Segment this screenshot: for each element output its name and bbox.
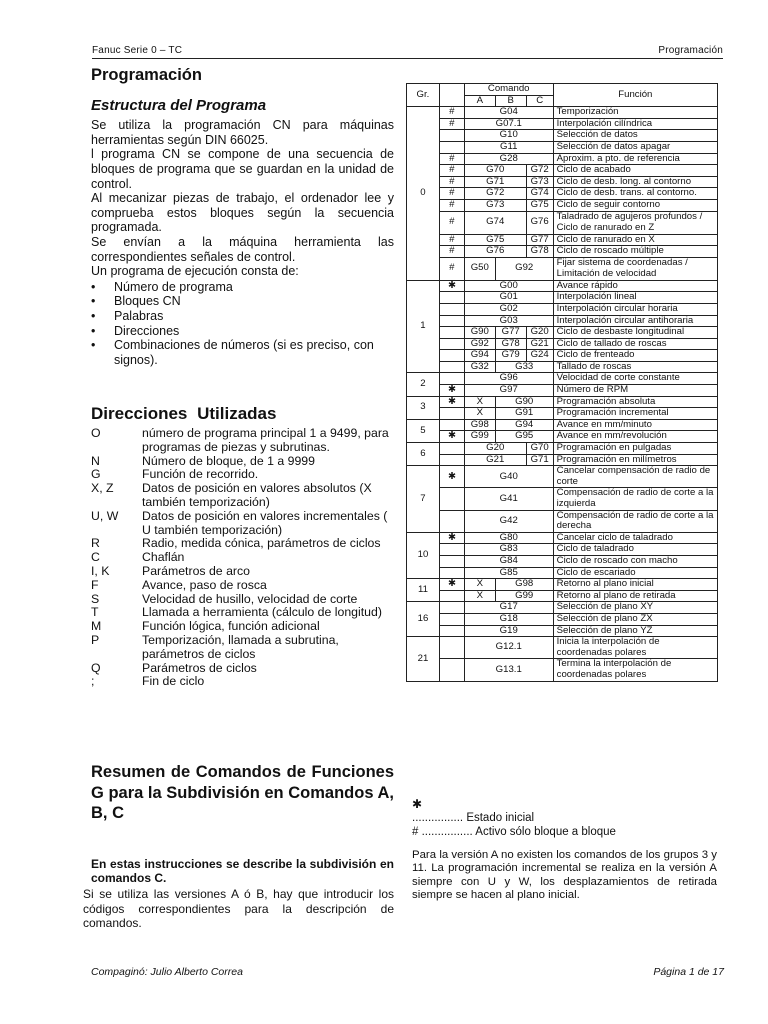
- function-description: Cancelar ciclo de taladrado: [553, 532, 717, 544]
- address-code: T: [91, 605, 99, 620]
- intro-text: [91, 118, 394, 279]
- command-code-c: G75: [526, 199, 553, 211]
- command-code-a: G94: [464, 350, 495, 362]
- command-code-c: G78: [526, 246, 553, 258]
- table-row: [407, 567, 718, 579]
- row-mark: [439, 327, 464, 339]
- command-header: Comando: [464, 84, 553, 96]
- group-number: 5: [407, 419, 440, 442]
- table-row: [407, 327, 718, 339]
- list-item: • Direcciones: [91, 324, 394, 339]
- function-description: Ciclo de desbaste longitudinal: [553, 327, 717, 339]
- table-row: [407, 454, 718, 466]
- table-row: [407, 107, 718, 119]
- command-code: G99: [495, 590, 553, 602]
- command-code: G19: [464, 625, 553, 637]
- command-code: G11: [464, 141, 553, 153]
- row-mark: [439, 555, 464, 567]
- table-row: [407, 188, 718, 200]
- command-code-a: X: [464, 408, 495, 420]
- page-title: Programación: [91, 66, 202, 84]
- group-number: 10: [407, 532, 440, 578]
- intro-paragraph: Se envían a la máquina herramienta las correspondientes señales de control.: [91, 234, 394, 264]
- table-row: [407, 130, 718, 142]
- section-subtitle: Estructura del Programa: [91, 96, 267, 114]
- command-code-b: G78: [495, 338, 526, 350]
- table-row: [407, 590, 718, 602]
- table-row: [407, 257, 718, 280]
- star-icon: ✱: [412, 797, 423, 811]
- table-row: [407, 396, 718, 408]
- command-code: G03: [464, 315, 553, 327]
- table-row: [407, 625, 718, 637]
- row-mark: ✱: [439, 431, 464, 443]
- row-mark: #: [439, 211, 464, 234]
- table-row: [407, 373, 718, 385]
- command-code: G10: [464, 130, 553, 142]
- function-description: Ciclo de acabado: [553, 165, 717, 177]
- table-row: [407, 292, 718, 304]
- group-number: 3: [407, 396, 440, 419]
- command-code: G41: [464, 488, 553, 510]
- list-item: • Número de programa: [91, 280, 394, 295]
- row-mark: #: [439, 246, 464, 258]
- list-item: • Bloques CN: [91, 294, 394, 309]
- group-number: 0: [407, 107, 440, 281]
- table-row: [407, 579, 718, 591]
- command-code: G83: [464, 544, 553, 556]
- group-number: 16: [407, 602, 440, 637]
- command-code: G17: [464, 602, 553, 614]
- command-code-a: X: [464, 579, 495, 591]
- command-code: G76: [464, 246, 526, 258]
- legend-initial-state: ................ Estado inicial: [412, 812, 535, 824]
- row-mark: [439, 602, 464, 614]
- command-code: G21: [464, 454, 526, 466]
- footer-author: Compaginó: Julio Alberto Correa: [91, 966, 243, 978]
- command-code: G07.1: [464, 118, 553, 130]
- row-mark: ✱: [439, 280, 464, 292]
- table-row: [407, 419, 718, 431]
- command-code: G94: [495, 419, 553, 431]
- command-code: G04: [464, 107, 553, 119]
- address-row: [91, 620, 396, 634]
- table-row: [407, 510, 718, 532]
- command-code: G91: [495, 408, 553, 420]
- row-mark: [439, 590, 464, 602]
- command-code-c: G73: [526, 176, 553, 188]
- function-description: Ciclo de desb. long. al contorno: [553, 176, 717, 188]
- address-description: número de programa principal 1 a 9499, para programas de piezas y subrutinas.: [142, 426, 389, 454]
- function-description: Selección de datos apagar: [553, 141, 717, 153]
- row-mark: #: [439, 107, 464, 119]
- function-description: Programación en milímetros: [553, 454, 717, 466]
- command-code-a: G92: [464, 338, 495, 350]
- command-code-c: G76: [526, 211, 553, 234]
- row-mark: [439, 338, 464, 350]
- command-code: G20: [464, 443, 526, 455]
- row-mark: #: [439, 176, 464, 188]
- address-code: U, W: [91, 508, 119, 523]
- table-row: [407, 118, 718, 130]
- row-mark: ✱: [439, 396, 464, 408]
- function-description: Termina la interpolación de coordenadas polares: [553, 659, 717, 681]
- command-code-b: G79: [495, 350, 526, 362]
- row-mark: [439, 544, 464, 556]
- group-number: 7: [407, 466, 440, 533]
- list-item: • Combinaciones de números (si es preciso, con signos).: [91, 338, 394, 367]
- table-row: [407, 176, 718, 188]
- row-mark: [439, 488, 464, 510]
- command-code-c: G72: [526, 165, 553, 177]
- address-code: N: [91, 453, 100, 468]
- table-row: [407, 659, 718, 681]
- function-description: Retorno al plano inicial: [553, 579, 717, 591]
- row-mark: ✱: [439, 532, 464, 544]
- address-code: S: [91, 591, 100, 606]
- address-row: [91, 675, 396, 689]
- command-code-c: G74: [526, 188, 553, 200]
- table-row: [407, 544, 718, 556]
- command-code-b: G77: [495, 327, 526, 339]
- command-code: G01: [464, 292, 553, 304]
- address-row: [91, 482, 396, 510]
- row-mark: #: [439, 234, 464, 246]
- group-number: 11: [407, 579, 440, 602]
- group-number: 1: [407, 280, 440, 373]
- command-code: G28: [464, 153, 553, 165]
- function-header: Función: [553, 84, 717, 107]
- table-row: [407, 532, 718, 544]
- summary-text: Si se utiliza las versiones A ó B, hay que introducir los códigos correspondientes para la descripción de comandos.: [83, 887, 394, 930]
- function-description: Fijar sistema de coordenadas / Limitación de velocidad: [553, 257, 717, 280]
- address-row: [91, 551, 396, 565]
- command-code: G02: [464, 303, 553, 315]
- row-mark: ✱: [439, 579, 464, 591]
- function-description: Ciclo de frenteado: [553, 350, 717, 362]
- address-row: [91, 427, 396, 455]
- command-code: G74: [464, 211, 526, 234]
- command-code-a: G32: [464, 361, 495, 373]
- program-elements-list: [91, 280, 394, 368]
- summary-title: Resumen de Comandos de Funciones G para la Subdivisión en Comandos A, B, C: [91, 763, 394, 822]
- row-mark: [439, 443, 464, 455]
- table-row: [407, 246, 718, 258]
- command-code-a: X: [464, 590, 495, 602]
- address-description: Parámetros de arco: [142, 563, 250, 578]
- row-mark: [439, 637, 464, 659]
- table-row: [407, 602, 718, 614]
- address-description: Llamada a herramienta (cálculo de longitud): [142, 605, 382, 620]
- function-description: Avance en mm/revolución: [553, 431, 717, 443]
- command-code: G98: [495, 579, 553, 591]
- table-row: [407, 141, 718, 153]
- table-header-row: [407, 84, 718, 96]
- function-description: Temporización: [553, 107, 717, 119]
- addresses-title: Direcciones Utilizadas: [91, 404, 277, 423]
- function-description: Velocidad de corte constante: [553, 373, 717, 385]
- row-mark: [439, 613, 464, 625]
- row-mark: [439, 361, 464, 373]
- table-row: [407, 613, 718, 625]
- table-row: [407, 443, 718, 455]
- table-row: [407, 466, 718, 488]
- version-a-header: A: [464, 95, 495, 107]
- function-description: Avance en mm/minuto: [553, 419, 717, 431]
- function-description: Programación absoluta: [553, 396, 717, 408]
- address-description: Datos de posición en valores absolutos (X también temporización): [142, 481, 372, 509]
- function-description: Número de RPM: [553, 385, 717, 397]
- function-description: Selección de plano XY: [553, 602, 717, 614]
- row-mark: [439, 303, 464, 315]
- command-code: G92: [495, 257, 553, 280]
- function-description: Inicia la interpolación de coordenadas polares: [553, 637, 717, 659]
- function-description: Ciclo de ranurado en X: [553, 234, 717, 246]
- function-description: Interpolación lineal: [553, 292, 717, 304]
- address-description: Función de recorrido.: [142, 467, 259, 482]
- address-description: Datos de posición en valores incrementales ( U también temporización): [142, 508, 388, 537]
- address-row: [91, 593, 396, 607]
- command-code-c: G21: [526, 338, 553, 350]
- page-header: [92, 45, 723, 59]
- row-mark: [439, 130, 464, 142]
- row-mark: [439, 454, 464, 466]
- address-code: O: [91, 426, 101, 440]
- address-row: [91, 510, 396, 538]
- addresses-list: [91, 427, 396, 689]
- function-description: Programación en pulgadas: [553, 443, 717, 455]
- row-mark: #: [439, 188, 464, 200]
- command-code: G13.1: [464, 659, 553, 681]
- function-description: Compensación de radio de corte a la derecha: [553, 510, 717, 532]
- command-code: G42: [464, 510, 553, 532]
- row-mark: #: [439, 257, 464, 280]
- row-mark: [439, 141, 464, 153]
- function-description: Cancelar compensación de radio de corte: [553, 466, 717, 488]
- row-mark: [439, 510, 464, 532]
- function-description: Selección de plano YZ: [553, 625, 717, 637]
- function-description: Interpolación cilíndrica: [553, 118, 717, 130]
- table-row: [407, 280, 718, 292]
- command-code: G71: [464, 176, 526, 188]
- command-code-c: G20: [526, 327, 553, 339]
- address-row: [91, 634, 396, 662]
- row-mark: [439, 567, 464, 579]
- address-row: [91, 455, 396, 469]
- g-codes-table: [406, 83, 718, 682]
- header-left: Fanuc Serie 0 – TC: [92, 45, 183, 56]
- function-description: Selección de datos: [553, 130, 717, 142]
- command-code: G18: [464, 613, 553, 625]
- address-description: Función lógica, función adicional: [142, 619, 320, 634]
- table-row: [407, 350, 718, 362]
- function-description: Ciclo de roscado múltiple: [553, 246, 717, 258]
- row-mark: ✱: [439, 466, 464, 488]
- intro-paragraph: l programa CN se compone de una secuencia de bloques de programa que se guardan en la unidad de control.: [91, 147, 394, 191]
- table-row: [407, 165, 718, 177]
- command-code: G80: [464, 532, 553, 544]
- address-row: [91, 579, 396, 593]
- function-description: Tallado de roscas: [553, 361, 717, 373]
- row-mark: [439, 659, 464, 681]
- address-code: Q: [91, 660, 101, 675]
- command-code: G70: [464, 165, 526, 177]
- command-code-c: G71: [526, 454, 553, 466]
- header-right: Programación: [658, 45, 723, 56]
- group-header: Gr.: [407, 84, 440, 107]
- address-row: [91, 565, 396, 579]
- row-mark: [439, 625, 464, 637]
- address-row: [91, 606, 396, 620]
- function-description: Ciclo de roscado con macho: [553, 555, 717, 567]
- address-description: Temporización, llamada a subrutina, parámetros de ciclos: [142, 632, 339, 661]
- row-mark: [439, 408, 464, 420]
- command-code: G95: [495, 431, 553, 443]
- address-description: Velocidad de husillo, velocidad de corte: [142, 591, 358, 606]
- address-description: Número de bloque, de 1 a 9999: [142, 453, 315, 468]
- function-description: Compensación de radio de corte a la izquierda: [553, 488, 717, 510]
- address-description: Chaflán: [142, 550, 185, 565]
- table-row: [407, 199, 718, 211]
- address-code: I, K: [91, 563, 110, 578]
- group-number: 21: [407, 637, 440, 681]
- table-row: [407, 361, 718, 373]
- row-mark: #: [439, 165, 464, 177]
- function-description: Avance rápido: [553, 280, 717, 292]
- row-mark: #: [439, 118, 464, 130]
- intro-paragraph: Un programa de ejecución consta de:: [91, 264, 299, 279]
- group-number: 6: [407, 443, 440, 466]
- command-code: G12.1: [464, 637, 553, 659]
- command-code-a: X: [464, 396, 495, 408]
- version-note: Para la versión A no existen los comandos de los grupos 3 y 11. La programación incremental se realiza en la versión A siempre con U y W, los desplazamientos de retirada siempre se hacen al plano inicial.: [412, 849, 717, 902]
- table-row: [407, 431, 718, 443]
- function-description: Programación incremental: [553, 408, 717, 420]
- function-description: Ciclo de escariado: [553, 567, 717, 579]
- address-row: [91, 468, 396, 482]
- command-code: G72: [464, 188, 526, 200]
- row-mark: #: [439, 199, 464, 211]
- version-c-header: C: [526, 95, 553, 107]
- command-code: G84: [464, 555, 553, 567]
- address-row: [91, 537, 396, 551]
- address-code: G: [91, 467, 101, 482]
- command-code-c: G24: [526, 350, 553, 362]
- function-description: Ciclo de seguir contorno: [553, 199, 717, 211]
- address-code: F: [91, 577, 99, 592]
- legend: [412, 797, 616, 839]
- table-row: [407, 315, 718, 327]
- address-row: [91, 662, 396, 676]
- address-code: ;: [91, 674, 95, 689]
- address-code: P: [91, 632, 100, 647]
- table-row: [407, 234, 718, 246]
- function-description: Selección de plano ZX: [553, 613, 717, 625]
- function-description: Aproxim. a pto. de referencia: [553, 153, 717, 165]
- command-code: G75: [464, 234, 526, 246]
- intro-paragraph: Al mecanizar piezas de trabajo, el ordenador lee y comprueba estos bloques según la secuencia programada.: [91, 191, 394, 235]
- group-number: 2: [407, 373, 440, 396]
- command-code-a: G99: [464, 431, 495, 443]
- address-description: Radio, medida cónica, parámetros de ciclos: [142, 536, 381, 551]
- command-code-c: G70: [526, 443, 553, 455]
- mark-header: [439, 84, 464, 107]
- table-row: [407, 385, 718, 397]
- row-mark: [439, 350, 464, 362]
- function-description: Taladrado de agujeros profundos / Ciclo de ranurado en Z: [553, 211, 717, 234]
- row-mark: [439, 315, 464, 327]
- command-code-a: G50: [464, 257, 495, 280]
- command-code: G85: [464, 567, 553, 579]
- command-code-a: G98: [464, 419, 495, 431]
- address-code: R: [91, 536, 100, 551]
- table-row: [407, 338, 718, 350]
- table-row: [407, 303, 718, 315]
- command-code: G73: [464, 199, 526, 211]
- row-mark: [439, 373, 464, 385]
- intro-section: [91, 68, 394, 367]
- intro-paragraph: Se utiliza la programación CN para máquinas herramientas según DIN 66025.: [91, 118, 394, 147]
- address-code: C: [91, 550, 100, 565]
- function-description: Interpolación circular antihoraria: [553, 315, 717, 327]
- command-code-c: G77: [526, 234, 553, 246]
- table-row: [407, 637, 718, 659]
- function-description: Interpolación circular horaria: [553, 303, 717, 315]
- table-row: [407, 488, 718, 510]
- page-number: Página 1 de 17: [653, 966, 724, 978]
- command-code: G40: [464, 466, 553, 488]
- row-mark: [439, 419, 464, 431]
- address-description: Parámetros de ciclos: [142, 660, 257, 675]
- row-mark: #: [439, 153, 464, 165]
- address-code: M: [91, 619, 102, 634]
- command-code: G96: [464, 373, 553, 385]
- function-description: Ciclo de desb. trans. al contorno.: [553, 188, 717, 200]
- function-description: Ciclo de taladrado: [553, 544, 717, 556]
- row-mark: ✱: [439, 385, 464, 397]
- command-code: G00: [464, 280, 553, 292]
- summary-bold-text: En estas instrucciones se describe la subdivisión en comandos C.: [91, 857, 394, 885]
- command-code: G97: [464, 385, 553, 397]
- table-row: [407, 211, 718, 234]
- list-item: • Palabras: [91, 309, 394, 324]
- command-code: G90: [495, 396, 553, 408]
- row-mark: [439, 292, 464, 304]
- address-description: Avance, paso de rosca: [142, 577, 267, 592]
- legend-block-only: # ................ Activo sólo bloque a bloque: [412, 826, 616, 838]
- version-b-header: B: [495, 95, 526, 107]
- command-code-a: G90: [464, 327, 495, 339]
- address-description: Fin de ciclo: [142, 674, 205, 689]
- table-row: [407, 408, 718, 420]
- command-code: G33: [495, 361, 553, 373]
- table-row: [407, 153, 718, 165]
- table-row: [407, 555, 718, 567]
- function-description: Retorno al plano de retirada: [553, 590, 717, 602]
- function-description: Ciclo de tallado de roscas: [553, 338, 717, 350]
- address-code: X, Z: [91, 481, 114, 496]
